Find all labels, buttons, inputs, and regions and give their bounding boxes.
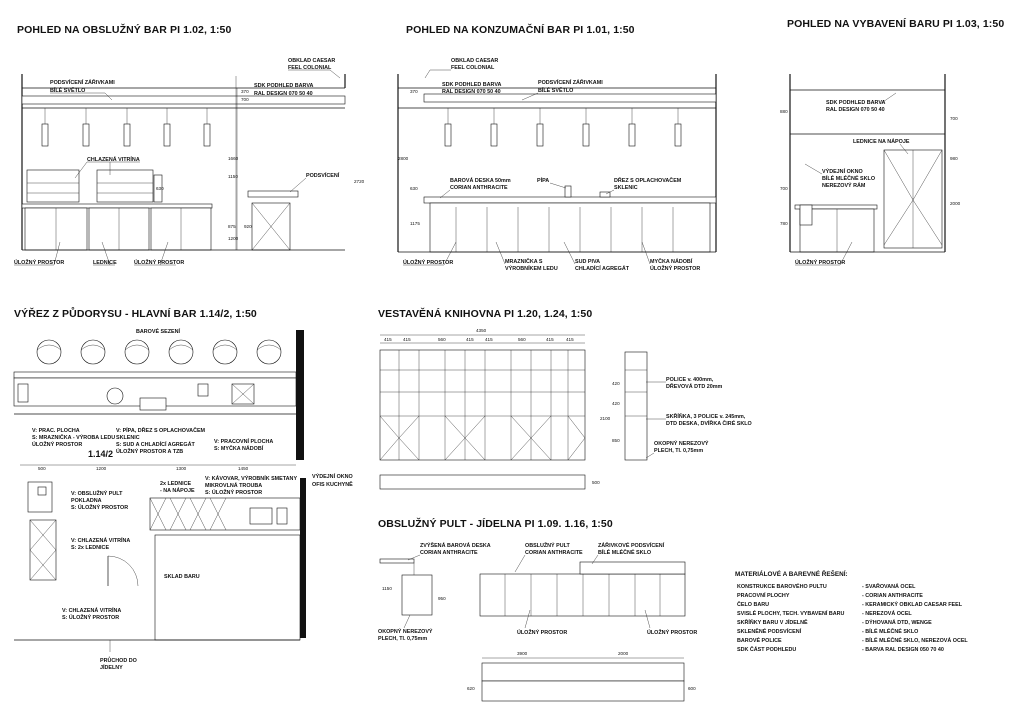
- svg-text:RAL DESIGN 070 50 40: RAL DESIGN 070 50 40: [442, 89, 501, 95]
- label-deska: BAROVÁ DESKA 50mm: [450, 178, 511, 184]
- svg-text:3900: 3900: [517, 651, 528, 656]
- label-sklad: SKLAD BARU: [164, 574, 200, 580]
- label-sdk: SDK PODHLED BARVA: [254, 83, 314, 89]
- svg-text:560: 560: [518, 337, 526, 342]
- dim-2720: 2720: [354, 179, 365, 184]
- label-skrinka: SKŘÍŇKA, 3 POLICE v. 245mm,: [666, 414, 746, 420]
- pendant-lamps: [42, 108, 210, 146]
- label-police: POLICE v. 400mm,: [666, 377, 714, 383]
- svg-text:980: 980: [950, 156, 958, 161]
- svg-text:850: 850: [612, 438, 620, 443]
- svg-text:BAROVÉ POLICE: BAROVÉ POLICE: [737, 638, 782, 644]
- svg-text:JÍDELNY: JÍDELNY: [100, 665, 123, 671]
- label-ulozny-k: ÚLOŽNÝ PROSTOR: [403, 260, 454, 266]
- label-obklad-2: OBKLAD CAESAR: [451, 58, 499, 64]
- floor-plan: [14, 327, 353, 671]
- materials-title: MATERIÁLOVÉ A BAREVNÉ ŘEŠENÍ:: [735, 571, 848, 578]
- label-pipa-plan: V: PÍPA, DŘEZ S OPLACHOVAČEM: [116, 428, 206, 434]
- svg-text:4350: 4350: [476, 328, 487, 333]
- label-lednice: LEDNICE: [93, 260, 117, 266]
- title-pudorys: VÝŘEZ Z PŮDORYSU - HLAVNÍ BAR 1.14/2, 1:50: [14, 308, 257, 320]
- svg-text:- NEREZOVÁ OCEL: - NEREZOVÁ OCEL: [862, 611, 912, 617]
- svg-text:700: 700: [950, 116, 958, 121]
- svg-text:PLECH, Tl. 0,75mm: PLECH, Tl. 0,75mm: [654, 448, 704, 454]
- svg-text:BÍLÉ SVĚTLO: BÍLÉ SVĚTLO: [538, 88, 574, 94]
- bar-stools: [37, 340, 281, 364]
- svg-text:ČELO BARU: ČELO BARU: [737, 602, 770, 608]
- label-sud: SUD PIVA: [575, 259, 601, 265]
- dim-370: 370: [241, 89, 249, 94]
- dim-630: 630: [156, 186, 164, 191]
- svg-text:370: 370: [410, 89, 418, 94]
- label-mycka: MYČKA NÁDOBÍ: [650, 259, 693, 265]
- svg-text:500: 500: [38, 466, 46, 471]
- label-vydejni-okno: VÝDEJNÍ OKNO: [822, 169, 863, 175]
- svg-text:1450: 1450: [238, 466, 249, 471]
- svg-text:630: 630: [410, 186, 418, 191]
- label-obklad: OBKLAD CAESAR: [288, 58, 336, 64]
- svg-text:S: 2x LEDNICE: S: 2x LEDNICE: [71, 545, 110, 551]
- svg-text:2000: 2000: [950, 201, 961, 206]
- dim-700: 700: [241, 97, 249, 102]
- pendant-lamps-2: [445, 108, 681, 146]
- label-zvysena: ZVÝŠENÁ BAROVÁ DESKA: [420, 543, 491, 549]
- label-ulozny-p2: ÚLOŽNÝ PROSTOR: [647, 630, 698, 636]
- svg-text:415: 415: [384, 337, 392, 342]
- svg-text:S: MRAZNIČKA - VÝROBA LEDU: S: MRAZNIČKA - VÝROBA LEDU: [32, 435, 116, 441]
- svg-text:500: 500: [592, 480, 600, 485]
- svg-text:SKLENIC: SKLENIC: [614, 185, 638, 191]
- dim-1200: 1200: [228, 236, 239, 241]
- label-mraznicka: MRAZNIČKA S: [505, 259, 543, 265]
- svg-text:ÚLOŽNÝ PROSTOR A TZB: ÚLOŽNÝ PROSTOR A TZB: [116, 449, 184, 455]
- svg-text:780: 780: [780, 221, 788, 226]
- title-knihovna: VESTAVĚNÁ KNIHOVNA PI 1.20, 1.24, 1:50: [378, 308, 593, 320]
- svg-text:620: 620: [467, 686, 475, 691]
- svg-text:420: 420: [612, 401, 620, 406]
- svg-text:POKLADNA: POKLADNA: [71, 498, 102, 504]
- svg-text:S: MYČKA NÁDOBÍ: S: MYČKA NÁDOBÍ: [214, 446, 264, 452]
- title-pult: OBSLUŽNÝ PULT - JÍDELNA PI 1.09. 1.16, 1:50: [378, 518, 613, 530]
- title-konzumacni-bar: POHLED NA KONZUMAČNÍ BAR PI 1.01, 1:50: [406, 24, 635, 36]
- dim-920: 920: [244, 224, 252, 229]
- svg-text:880: 880: [780, 109, 788, 114]
- label-sdk-2: SDK PODHLED BARVA: [442, 82, 502, 88]
- svg-text:S: SUD A CHLADÍCÍ AGREGÁT: S: SUD A CHLADÍCÍ AGREGÁT: [116, 442, 195, 448]
- svg-text:S: ÚLOŽNÝ PROSTOR: S: ÚLOŽNÝ PROSTOR: [71, 505, 129, 511]
- label-ulozny-v: ÚLOŽNÝ PROSTOR: [795, 260, 846, 266]
- svg-text:560: 560: [438, 337, 446, 342]
- svg-text:2000: 2000: [618, 651, 629, 656]
- svg-text:MIKROVLNÁ TROUBA: MIKROVLNÁ TROUBA: [205, 483, 263, 489]
- room-number: 1.14/2: [88, 449, 114, 459]
- svg-text:1175: 1175: [410, 221, 420, 226]
- label-podsviceni-zarivky: PODSVÍCENÍ ZÁŘIVKAMI: [50, 80, 115, 86]
- dim-875: 875: [228, 224, 236, 229]
- label-vitrina-2: V: CHLAZENÁ VITRÍNA: [62, 608, 122, 614]
- svg-text:SVISLÉ PLOCHY, TECH. VYBAVENÍ: SVISLÉ PLOCHY, TECH. VYBAVENÍ BARU: [737, 611, 845, 617]
- svg-text:FEEL COLONIAL: FEEL COLONIAL: [451, 65, 495, 71]
- svg-text:420: 420: [612, 381, 620, 386]
- svg-text:KONSTRUKCE BAROVÉHO PULTU: KONSTRUKCE BAROVÉHO PULTU: [737, 584, 827, 590]
- svg-text:BÍLÉ MLÉČNÉ SKLO: BÍLÉ MLÉČNÉ SKLO: [822, 176, 876, 182]
- label-2x-lednice: 2x LEDNICE: [160, 481, 192, 487]
- dim-1660: 1660: [228, 156, 239, 161]
- label-obsluzny-pult-2: OBSLUŽNÝ PULT: [525, 543, 570, 549]
- svg-text:RAL DESIGN 070 50 40: RAL DESIGN 070 50 40: [254, 91, 313, 97]
- svg-text:PRACOVNÍ PLOCHY: PRACOVNÍ PLOCHY: [737, 593, 790, 599]
- svg-text:SDK ČÁST PODHLEDU: SDK ČÁST PODHLEDU: [737, 647, 797, 653]
- svg-text:1300: 1300: [176, 466, 187, 471]
- svg-text:PLECH, Tl. 0,75mm: PLECH, Tl. 0,75mm: [378, 636, 428, 642]
- label-sdk-3: SDK PODHLED BARVA: [826, 100, 886, 106]
- label-ulozny-2: ÚLOŽNÝ PROSTOR: [134, 260, 185, 266]
- label-barove-sezeni: BAROVÉ SEZENÍ: [136, 329, 181, 335]
- elevation-obsluzny-bar: [14, 58, 365, 266]
- svg-text:VÝROBNÍKEM LEDU: VÝROBNÍKEM LEDU: [505, 266, 558, 272]
- elevation-konzumacni-bar: [398, 58, 716, 272]
- svg-text:ÚLOŽNÝ PROSTOR: ÚLOŽNÝ PROSTOR: [650, 266, 701, 272]
- svg-text:DTD DESKA, DVÍŘKA ČIRÉ SKLO: DTD DESKA, DVÍŘKA ČIRÉ SKLO: [666, 421, 752, 427]
- label-ulozny-p1: ÚLOŽNÝ PROSTOR: [517, 630, 568, 636]
- counter-elevation: [378, 541, 697, 701]
- svg-text:OFIS KUCHYNĚ: OFIS KUCHYNĚ: [312, 482, 353, 488]
- svg-text:- SVAŘOVANÁ OCEL: - SVAŘOVANÁ OCEL: [862, 584, 916, 590]
- label-vitrina-plan: V: CHLAZENÁ VITRÍNA: [71, 538, 131, 544]
- svg-text:SKLENĚNÉ PODSVÍCENÍ: SKLENĚNÉ PODSVÍCENÍ: [737, 629, 802, 635]
- svg-text:415: 415: [485, 337, 493, 342]
- svg-text:DŘEVOVÁ DTD 20mm: DŘEVOVÁ DTD 20mm: [666, 384, 723, 390]
- svg-text:- NA NÁPOJE: - NA NÁPOJE: [160, 488, 195, 494]
- label-pipa: PÍPA: [537, 178, 550, 184]
- title-vybaveni-baru: POHLED NA VYBAVENÍ BARU PI 1.03, 1:50: [787, 18, 1005, 30]
- svg-text:SKLENIC: SKLENIC: [116, 435, 140, 441]
- svg-text:S: ÚLOŽNÝ PROSTOR: S: ÚLOŽNÝ PROSTOR: [62, 615, 120, 621]
- svg-text:950: 950: [438, 596, 446, 601]
- label-prac-plocha: V: PRAC. PLOCHA: [32, 428, 80, 434]
- label-podsviceni: PODSVÍCENÍ: [306, 173, 340, 179]
- svg-text:BÍLÉ SVĚTLO: BÍLÉ SVĚTLO: [50, 88, 86, 94]
- svg-text:CORIAN ANTHRACITE: CORIAN ANTHRACITE: [450, 185, 508, 191]
- svg-text:RAL DESIGN 070 50 40: RAL DESIGN 070 50 40: [826, 107, 885, 113]
- label-zarivkove: ZÁŘIVKOVÉ PODSVÍCENÍ: [598, 543, 665, 549]
- svg-text:CHLADÍCÍ AGREGÁT: CHLADÍCÍ AGREGÁT: [575, 266, 630, 272]
- label-drez: DŘEZ S OPLACHOVAČEM: [614, 178, 682, 184]
- svg-text:700: 700: [780, 186, 788, 191]
- label-pracovni-plocha: V: PRACOVNÍ PLOCHA: [214, 439, 274, 445]
- svg-text:ÚLOŽNÝ PROSTOR: ÚLOŽNÝ PROSTOR: [32, 442, 83, 448]
- label-okopny-2: OKOPNÝ NEREZOVÝ: [378, 629, 433, 635]
- svg-text:415: 415: [403, 337, 411, 342]
- label-obsluzny-pult: V: OBSLUŽNÝ PULT: [71, 491, 123, 497]
- elevation-vybaveni-baru: [780, 74, 961, 266]
- svg-text:CORIAN ANTHRACITE: CORIAN ANTHRACITE: [525, 550, 583, 556]
- label-podsviceni-2: PODSVÍCENÍ ZÁŘIVKAMI: [538, 80, 603, 86]
- svg-text:600: 600: [688, 686, 696, 691]
- label-okopny: OKOPNÝ NEREZOVÝ: [654, 441, 709, 447]
- svg-text:1150: 1150: [382, 586, 392, 591]
- svg-text:- BÍLÉ MLÉČNÉ SKLO: - BÍLÉ MLÉČNÉ SKLO: [862, 629, 919, 635]
- title-obsluzny-bar: POHLED NA OBSLUŽNÝ BAR PI 1.02, 1:50: [17, 24, 232, 36]
- label-lednice-napoje: LEDNICE NA NÁPOJE: [853, 139, 910, 145]
- label-vydejni: VÝDEJNÍ OKNO: [312, 474, 353, 480]
- svg-text:CORIAN ANTHRACITE: CORIAN ANTHRACITE: [420, 550, 478, 556]
- label-pruchod: PRŮCHOD DO: [100, 658, 137, 664]
- svg-text:FEEL COLONIAL: FEEL COLONIAL: [288, 65, 332, 71]
- materials-legend: [735, 569, 968, 653]
- svg-text:SKŘÍŇKY BARU V JÍDELNĚ: SKŘÍŇKY BARU V JÍDELNĚ: [737, 620, 808, 626]
- svg-text:- BÍLÉ MLÉČNÉ SKLO, NEREZOVÁ O: - BÍLÉ MLÉČNÉ SKLO, NEREZOVÁ OCEL: [862, 638, 968, 644]
- svg-text:BÍLÉ MLÉČNÉ SKLO: BÍLÉ MLÉČNÉ SKLO: [598, 550, 652, 556]
- svg-text:- BARVA RAL DESIGN 050 70 40: - BARVA RAL DESIGN 050 70 40: [862, 647, 944, 653]
- svg-text:- KERAMICKÝ OBKLAD CAESAR FEEL: - KERAMICKÝ OBKLAD CAESAR FEEL: [862, 602, 963, 608]
- svg-text:2800: 2800: [398, 156, 409, 161]
- svg-text:S: ÚLOŽNÝ PROSTOR: S: ÚLOŽNÝ PROSTOR: [205, 490, 263, 496]
- label-kavovar: V: KÁVOVAR, VÝROBNÍK SMETANY: [205, 476, 298, 482]
- svg-text:415: 415: [546, 337, 554, 342]
- svg-text:NEREZOVÝ RÁM: NEREZOVÝ RÁM: [822, 183, 866, 189]
- svg-text:415: 415: [566, 337, 574, 342]
- dim-1150: 1150: [228, 174, 238, 179]
- svg-text:1200: 1200: [96, 466, 107, 471]
- bookcase-elevation: [380, 328, 752, 489]
- svg-text:- CORIAN ANTHRACITE: - CORIAN ANTHRACITE: [862, 593, 923, 599]
- svg-text:415: 415: [466, 337, 474, 342]
- label-vitrina: CHLAZENÁ VITRÍNA: [87, 157, 140, 163]
- svg-text:2100: 2100: [600, 416, 611, 421]
- svg-text:- DÝHOVANÁ DTD, WENGE: - DÝHOVANÁ DTD, WENGE: [862, 620, 932, 626]
- label-ulozny-1: ÚLOŽNÝ PROSTOR: [14, 260, 65, 266]
